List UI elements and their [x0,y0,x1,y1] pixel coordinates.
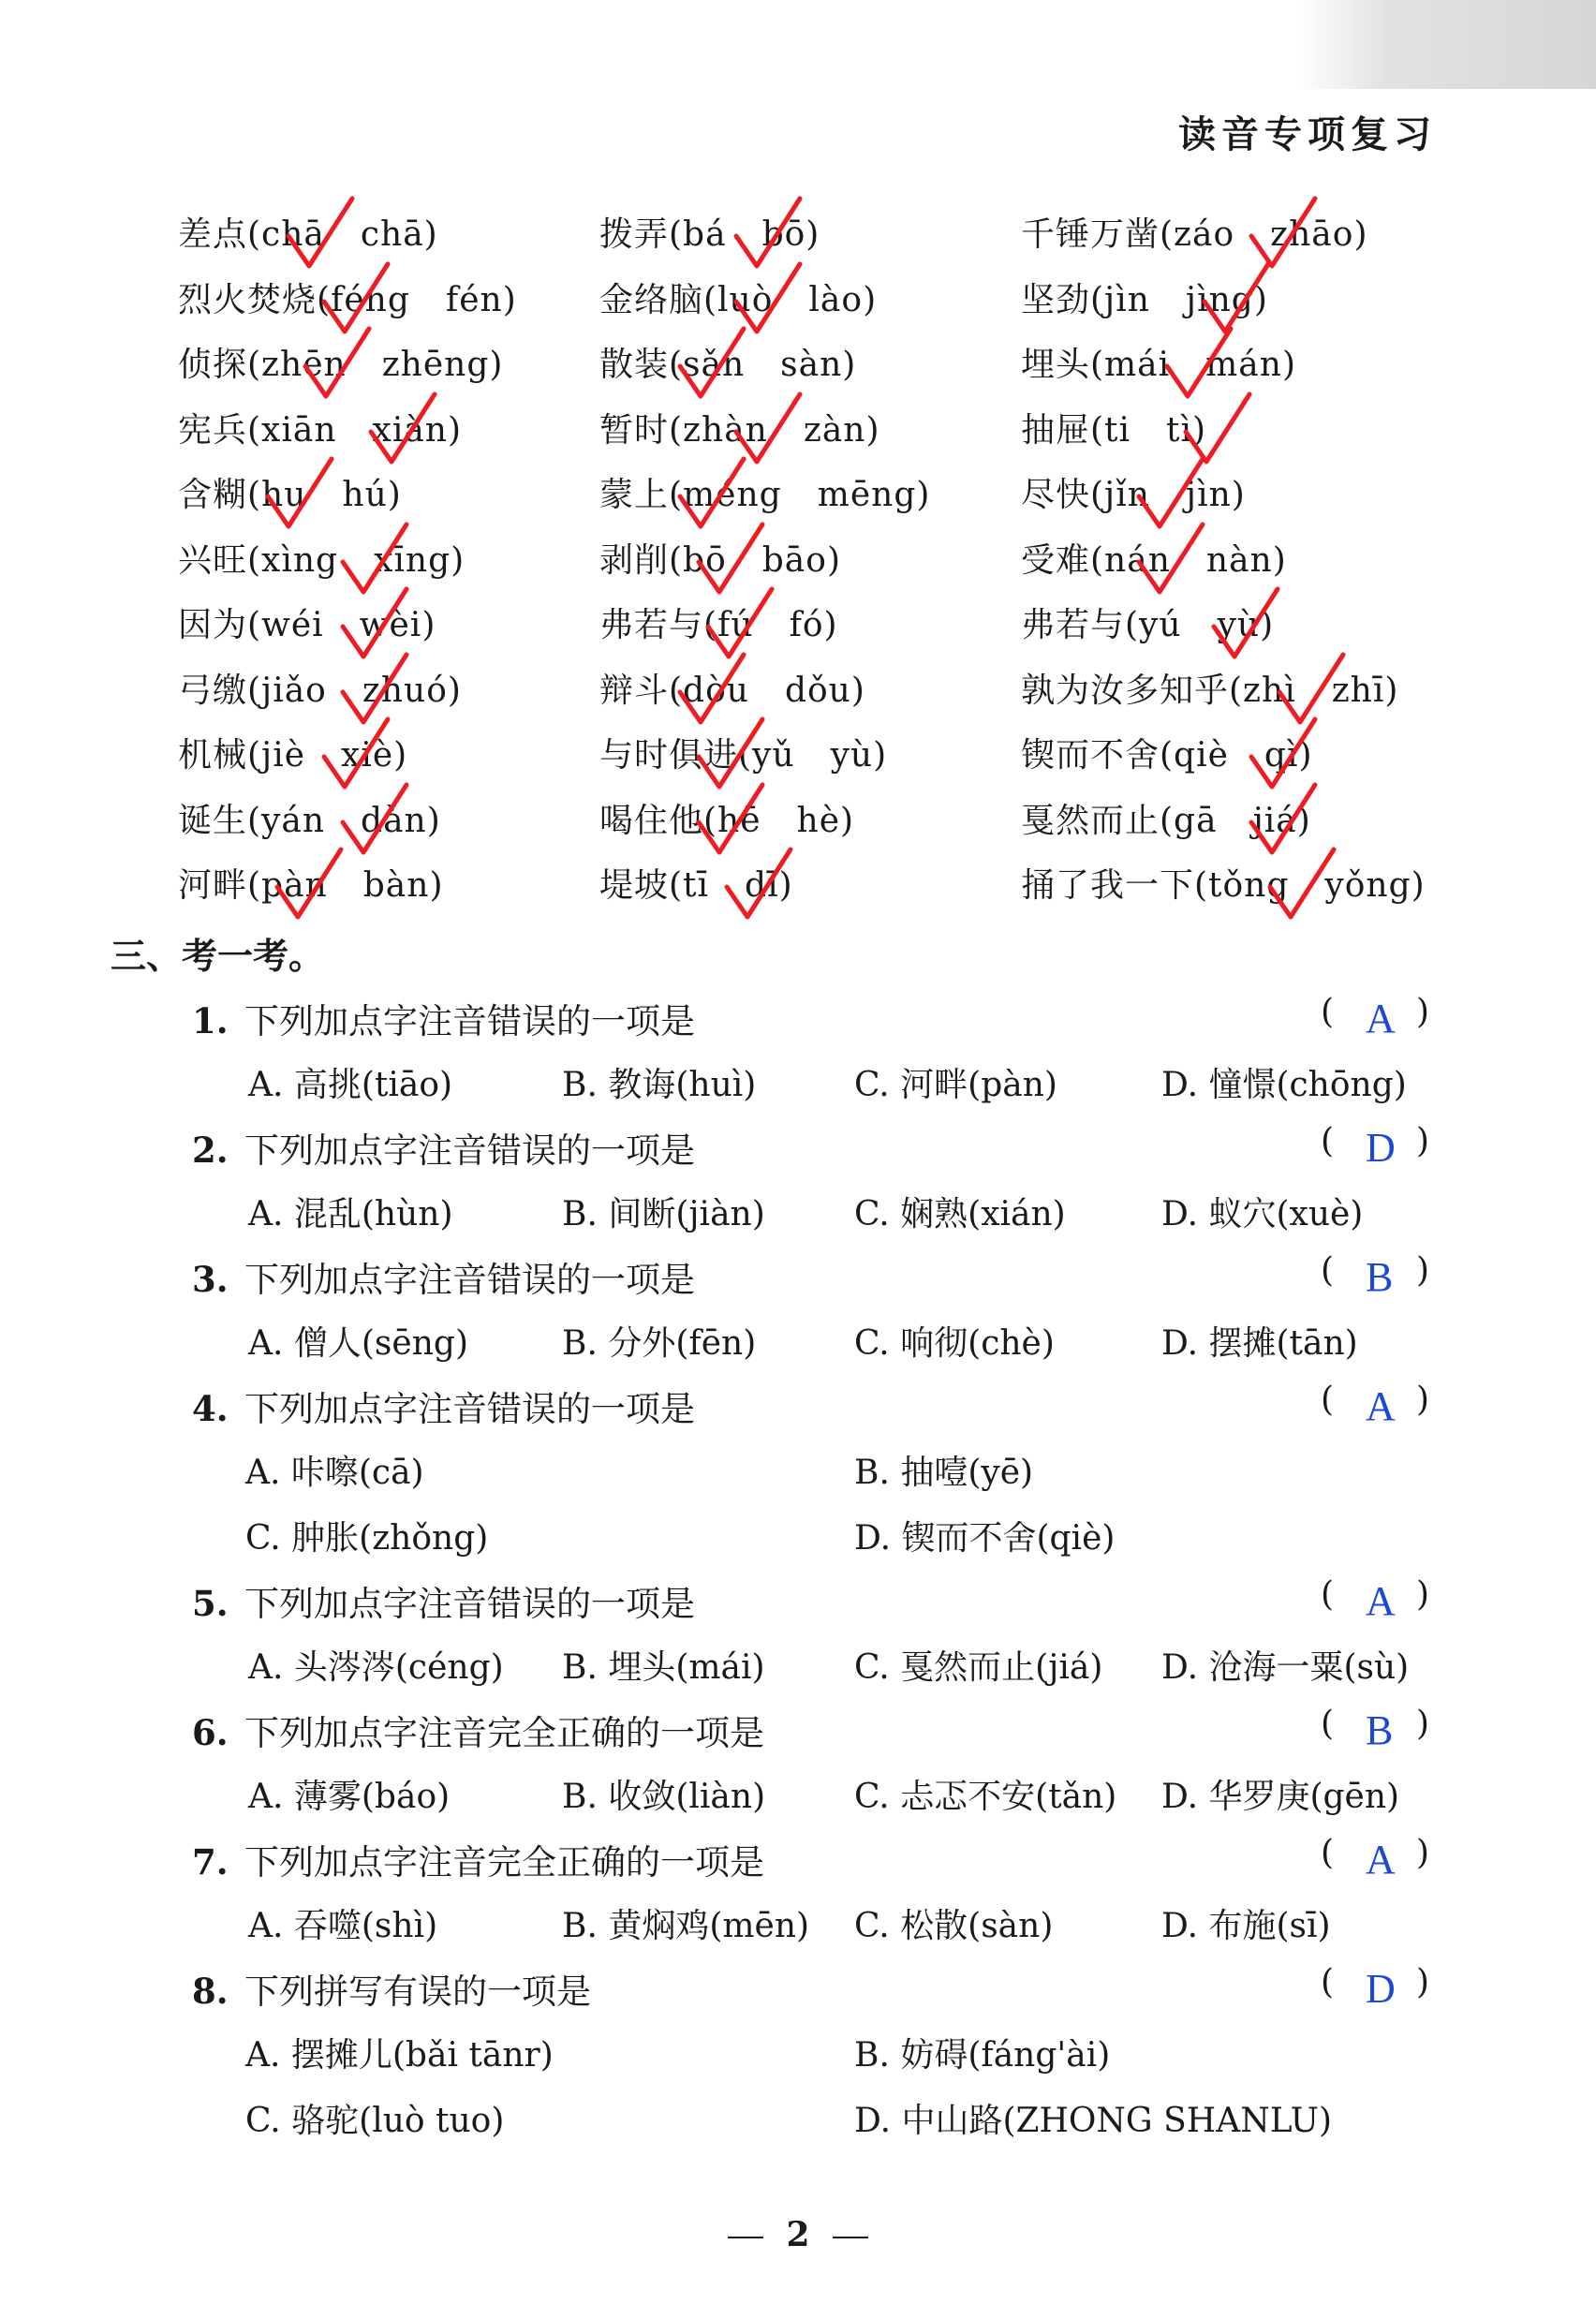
pinyin-item [599,208,820,256]
pinyin-item [1021,534,1287,582]
bracket-close: ) [1416,1575,1430,1614]
pinyin-option-second: hú) [342,476,402,514]
pinyin-option-first: 因为(wéi [178,606,324,644]
option-a: A. 吞噬(shì) [248,1907,438,1945]
option-a: A. 薄雾(báo) [248,1778,451,1816]
option-b: B. 黄焖鸡(mēn) [562,1907,810,1945]
pinyin-option-first: 侦探(zhēn [178,346,347,384]
pinyin-option-first: 弗若与(fú [599,606,754,644]
pinyin-option-first: 烈火焚烧(féng [178,280,410,319]
question-text: 下列拼写有误的一项是 [244,1972,591,2012]
option-d: D. 蚁穴(xuè) [1161,1195,1364,1233]
pinyin-option-first: 弓缴(jiǎo [178,671,327,710]
option-c: C. 忐忑不安(tǎn) [854,1778,1117,1816]
question-text: 下列加点字注音错误的一项是 [244,1130,695,1171]
question-stem [192,1251,695,1302]
pinyin-item [1021,208,1368,256]
question-number: 5. [192,1583,229,1624]
question-text: 下列加点字注音错误的一项是 [244,1001,695,1041]
question-stem [192,1122,695,1173]
option-b: B. 埋头(mái) [562,1648,765,1687]
pinyin-option-second: wèi) [359,606,436,644]
pinyin-item [599,664,865,712]
pinyin-item [178,794,441,842]
pinyin-option-second: zhī) [1331,671,1399,710]
pinyin-option-second: fén) [445,280,517,319]
pinyin-option-first: 埋头(mái [1021,346,1171,384]
bracket-open: ( [1321,1705,1335,1743]
pinyin-option-first: 受难(nán [1021,540,1171,580]
bracket-open: ( [1321,1122,1335,1160]
answer-letter: A [1366,1383,1396,1429]
option-d: D. 摆摊(tān) [1161,1324,1358,1363]
pinyin-option-second: mán) [1205,346,1297,384]
pinyin-item [1021,664,1398,712]
bracket-open: ( [1321,1381,1335,1419]
answer-letter: A [1366,1578,1396,1624]
pinyin-option-first: 坚劲(jìn [1021,280,1150,319]
question-number: 1. [192,1000,229,1041]
answer-letter: B [1366,1254,1394,1300]
pinyin-item [599,598,838,646]
bracket-close: ) [1416,1381,1430,1419]
pinyin-item [599,534,841,582]
pinyin-option-first: 兴旺(xìng [178,540,339,580]
option-b: B. 抽噎(yē) [854,1454,1034,1492]
pinyin-option-first: 含糊(hu [178,476,307,514]
option-b: B. 妨碍(fáng'ài) [854,2036,1111,2075]
pinyin-item [599,468,930,516]
pinyin-option-first: 弗若与(yú [1021,606,1182,644]
pinyin-option-first: 暂时(zhàn [599,410,768,450]
pinyin-option-first: 锲而不舍(qiè [1021,736,1229,775]
pinyin-item [1021,404,1206,451]
pinyin-option-second: yù) [830,736,888,775]
pinyin-option-second: xīng) [374,540,466,580]
pinyin-item [599,859,793,907]
pinyin-item [178,273,517,321]
question-stem [192,1963,591,2014]
option-a: A. 混乱(hùn) [248,1195,453,1233]
pinyin-option-first: 蒙上(méng [599,476,782,514]
pinyin-choice-grid [0,0,1596,937]
question-stem [192,993,695,1043]
pinyin-option-second: hè) [796,801,855,840]
option-c: C. 戛然而止(jiá) [854,1648,1103,1687]
question-stem [192,1834,764,1884]
option-c: C. 响彻(chè) [854,1324,1055,1363]
pinyin-option-second: qì) [1264,736,1313,775]
question-number: 8. [192,1971,229,2012]
option-c: C. 松散(sàn) [854,1907,1054,1945]
pinyin-item [178,598,436,646]
option-c: C. 娴熟(xián) [854,1195,1066,1233]
option-b: B. 教诲(huì) [562,1066,757,1104]
pinyin-option-first: 千锤万凿(záo [1021,215,1235,254]
question-text: 下列加点字注音完全正确的一项是 [244,1713,764,1753]
pinyin-option-second: dàn) [361,801,441,840]
option-a: A. 咔嚓(cā) [245,1454,424,1492]
pinyin-option-first: 金络脑(luò [599,280,774,319]
pinyin-option-second: dǒu) [784,671,865,710]
pinyin-option-first: 剥削(bō [599,540,727,580]
pinyin-item [1021,338,1296,386]
pinyin-item [178,664,462,712]
pinyin-option-second: lào) [808,280,878,319]
pinyin-option-first: 抽屉(ti [1021,410,1131,450]
bracket-close: ) [1416,993,1430,1031]
pinyin-option-second: zhēng) [381,346,504,384]
pinyin-item [178,534,465,582]
pinyin-option-second: sàn) [780,346,857,384]
pinyin-item [178,468,402,516]
pinyin-option-first: 河畔(pàn [178,866,328,905]
bracket-open: ( [1321,1963,1335,2001]
answer-letter: A [1366,1837,1396,1883]
option-a: A. 僧人(sēng) [248,1324,468,1363]
question-text: 下列加点字注音完全正确的一项是 [244,1842,764,1883]
pinyin-option-second: tì) [1166,410,1207,450]
option-d: D. 中山路(ZHONG SHANLU) [854,2102,1333,2140]
answer-letter: D [1366,1966,1396,2012]
pinyin-item [1021,598,1274,646]
bracket-open: ( [1321,1575,1335,1614]
question-number: 3. [192,1259,229,1300]
pinyin-item [178,729,407,776]
pinyin-option-first: 散装(sǎn [599,346,746,384]
question-stem [192,1705,764,1755]
page-number-text: 2 [786,2215,810,2254]
question-stem [192,1575,695,1626]
pinyin-item [599,338,856,386]
bracket-close: ) [1416,1834,1430,1872]
question-text: 下列加点字注音错误的一项是 [244,1584,695,1624]
bracket-close: ) [1416,1251,1430,1290]
pinyin-option-first: 辩斗(dòu [599,671,749,710]
pinyin-item [1021,859,1426,907]
pinyin-option-second: zhuó) [362,671,462,710]
pinyin-option-second: xiè) [341,736,408,775]
question-text: 下列加点字注音错误的一项是 [244,1389,695,1429]
pinyin-option-second: dī) [745,866,793,905]
pinyin-item [599,273,877,321]
option-b: B. 间断(jiàn) [562,1195,765,1233]
pinyin-option-second: bō) [761,215,820,254]
pinyin-item [178,404,462,451]
pinyin-option-second: nàn) [1205,540,1287,580]
pinyin-item [178,338,503,386]
bracket-open: ( [1321,1251,1335,1290]
section-title: 三、考一考。 [111,935,325,977]
pinyin-option-first: 诞生(yán [178,801,326,840]
pinyin-item [178,208,438,256]
pinyin-option-second: jìng) [1185,280,1268,319]
pinyin-option-second: yǒng) [1324,866,1426,905]
option-d: D. 锲而不舍(qiè) [854,1519,1116,1558]
question-number: 7. [192,1841,229,1883]
question-text: 下列加点字注音错误的一项是 [244,1260,695,1300]
option-d: D. 布施(sī) [1161,1907,1331,1945]
pinyin-option-second: jiá) [1252,801,1311,840]
pinyin-option-first: 喝住他(hē [599,801,761,840]
pinyin-option-second: zhāo) [1270,215,1368,254]
bracket-open: ( [1321,1834,1335,1872]
pinyin-option-second: xiàn) [372,410,463,450]
pinyin-option-first: 宪兵(xiān [178,410,337,450]
pinyin-option-first: 孰为汝多知乎(zhì [1021,671,1296,710]
option-c: C. 骆驼(luò tuo) [245,2102,505,2140]
pinyin-option-second: mēng) [817,476,931,514]
option-a: A. 头涔涔(céng) [248,1648,504,1687]
page-header-title: 读音专项复习 [1178,112,1437,156]
dash-left [728,2237,763,2238]
pinyin-item [599,794,854,842]
pinyin-item [599,729,887,776]
question-number: 4. [192,1388,229,1429]
option-a: A. 摆摊儿(bǎi tānr) [245,2036,554,2075]
option-d: D. 沧海一粟(sù) [1161,1648,1410,1687]
pinyin-item [599,404,880,451]
pinyin-option-second: yù) [1217,606,1275,644]
option-c: C. 肿胀(zhǒng) [245,1519,489,1558]
page-number [0,2215,1596,2254]
answer-letter: D [1366,1125,1396,1171]
bracket-close: ) [1416,1963,1430,2001]
answer-letter: B [1366,1707,1394,1753]
question-number: 6. [192,1712,229,1753]
dash-right [833,2237,868,2238]
question-stem [192,1381,695,1431]
bracket-close: ) [1416,1122,1430,1160]
pinyin-option-first: 差点(chā [178,215,325,254]
question-number: 2. [192,1130,229,1171]
pinyin-option-second: zàn) [803,410,880,450]
option-c: C. 河畔(pàn) [854,1066,1057,1104]
bracket-open: ( [1321,993,1335,1031]
pinyin-item [1021,468,1246,516]
pinyin-option-first: 机械(jiè [178,736,306,775]
pinyin-option-first: 戛然而止(gā [1021,801,1218,840]
option-a: A. 高挑(tiāo) [248,1066,453,1104]
answer-letter: A [1366,996,1396,1041]
option-d: D. 华罗庚(gēn) [1161,1778,1400,1816]
pinyin-item [178,859,444,907]
bracket-close: ) [1416,1705,1430,1743]
pinyin-item [1021,794,1311,842]
pinyin-item [1021,729,1313,776]
pinyin-item [1021,273,1268,321]
option-b: B. 分外(fēn) [562,1324,757,1363]
pinyin-option-first: 与时俱进(yǔ [599,736,795,775]
pinyin-option-second: fó) [789,606,838,644]
option-d: D. 憧憬(chōng) [1161,1066,1407,1104]
pinyin-option-first: 尽快(jǐn [1021,476,1150,514]
pinyin-option-second: chā) [360,215,438,254]
pinyin-option-first: 堤坡(tī [599,866,710,905]
pinyin-option-second: bāo) [761,540,841,580]
pinyin-option-second: jìn) [1185,476,1246,514]
pinyin-option-first: 捅了我一下(tǒng [1021,866,1290,905]
pinyin-option-second: bàn) [362,866,444,905]
option-b: B. 收敛(liàn) [562,1778,766,1816]
pinyin-option-first: 拨弄(bá [599,215,727,254]
